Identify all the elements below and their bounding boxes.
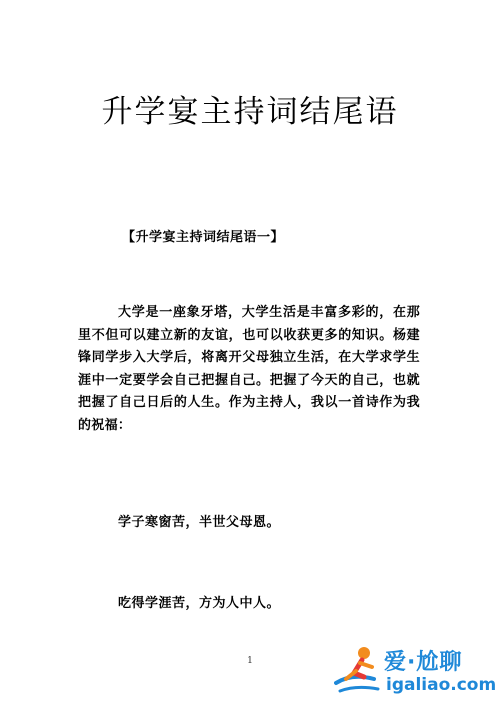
body-paragraph: 大学是一座象牙塔，大学生活是丰富多彩的，在那里不但可以建立新的友谊，也可以收获更多的知识。杨建锋同学步入大学后，将离开父母独立生活，在大学求学生涯中一定要学会自己把握自己。把握了今天的自己，也就把握了自己日后的人生。作为主持人，我以一首诗作为我的祝福：: [78, 305, 420, 433]
poem-line-1: 学子寒窗苦，半世父母恩。: [118, 515, 281, 530]
page-number: 1: [247, 656, 253, 666]
watermark-brand: 爱·尬聊: [384, 650, 463, 675]
watermark-url: igaliao.com: [386, 675, 497, 695]
poem-line-2: 吃得学涯苦，方为人中人。: [118, 596, 281, 611]
running-figure-logo-icon: [334, 643, 382, 699]
section-heading: 【升学宴主持词结尾语一】: [122, 230, 285, 245]
document-title: 升学宴主持词结尾语: [101, 94, 399, 130]
watermark-logo: [334, 641, 497, 701]
